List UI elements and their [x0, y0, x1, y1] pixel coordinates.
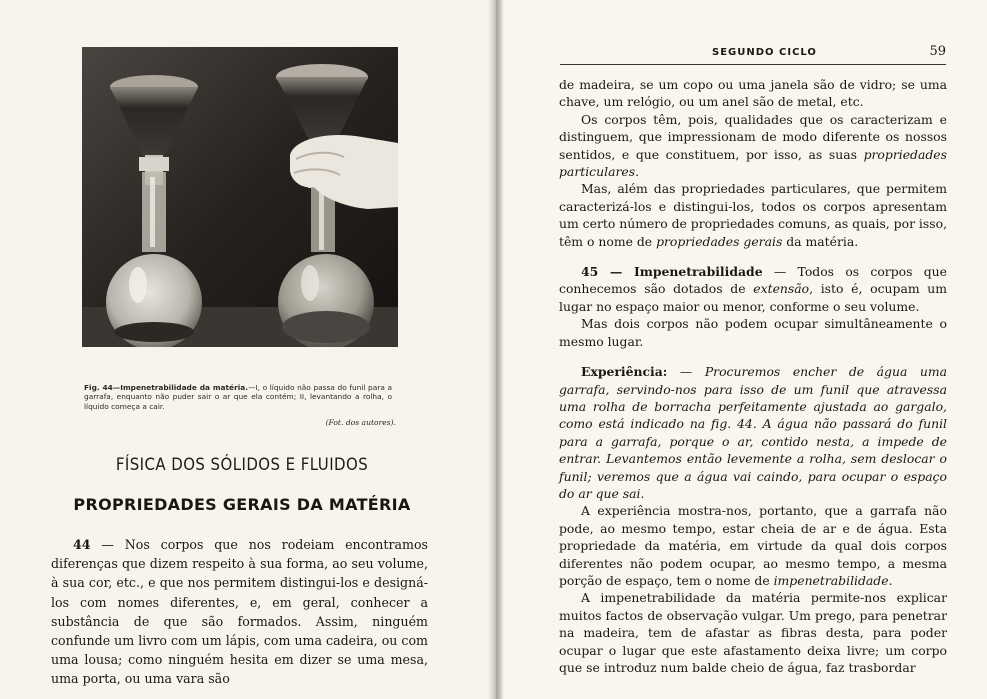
figure-44-photo	[82, 47, 398, 347]
photo-credit: (Fot. dos autores).	[325, 418, 396, 427]
paragraph-text: — Nos corpos que nos rodeiam encontramos diferenças que dizem respeito à sua forma, ao seu volume, à sua cor, etc., e que nos permitem distingui-los e designá-los com nomes diferentes, e, em geral, conhecer a substância de que são formados. Assim, ninguém confunde um livro com um lápis, com uma cadeira, ou com uma lousa; como ninguém hesita em dizer se uma mesa, uma porta, ou uma vara são	[51, 537, 428, 687]
section-title: FÍSICA DOS SÓLIDOS E FLUIDOS	[115, 455, 369, 475]
paragraph-experiment	[559, 363, 947, 502]
text-run: , isto é, ocupam um lugar no espaço maior ou menor, conforme o seu volume.	[559, 281, 947, 314]
paragraph-experiment-conclusion	[559, 502, 947, 589]
figure-caption-text: —I, o líquido não passa do funil para a garrafa, enquanto não puder sair o ar que ela contém; II, levantando a rolha, o líquido começa a cair.	[84, 383, 392, 411]
paragraph-general-properties	[559, 180, 947, 250]
experiment-text: — Procuremos encher de água uma garrafa, servindo-nos para isso de um funil que atravessa uma rolha de borracha perfeitamente ajustada ao gargalo, como está indicado na fig. 44. A água não passará do funil para a garrafa, porque o ar, contido nesta, a impede de entrar. Levantemos então levemente a rolha, sem deslocar o funil; veremos que a água vai caindo, para ocupar o espaço do ar que sai.	[559, 364, 947, 501]
flasks-illustration	[82, 47, 398, 347]
text-run: .	[635, 164, 640, 180]
text-run: da matéria.	[782, 233, 859, 249]
paragraph-continuation: de madeira, se um copo ou uma janela são de vidro; se uma chave, um relógio, ou um anel são de metal, etc.	[559, 77, 947, 110]
left-body-text	[51, 535, 428, 689]
paragraph-particular-properties	[559, 111, 947, 181]
paragraph-number: 44	[73, 537, 91, 552]
paragraph-impenetrability-examples: A impenetrabilidade da matéria permite-nos explicar muitos factos de observação vulgar. Um prego, para penetrar na madeira, tem de afastar as fibras desta, para poder ocupar o lugar que este afastamento deixa livre; um corpo que se introduz num balde cheio de água, faz trasbordar	[559, 590, 947, 675]
paragraph-44	[51, 535, 428, 689]
figure-caption	[84, 383, 392, 411]
emphasis-term: propriedades particulares	[559, 146, 947, 180]
emphasis-term: impenetrabilidade	[773, 572, 889, 588]
text-run: Mas, além das propriedades particulares, que permitem caracterizá-los e distingui-los, todos os corpos apresentam um certo número de propriedades comuns, as quais, por isso, têm o nome de	[559, 181, 948, 249]
running-head	[560, 44, 946, 65]
paragraph-same-place: Mas dois corpos não podem ocupar simultâneamente o mesmo lugar.	[559, 316, 947, 349]
chapter-title: PROPRIEDADES GERAIS DA MATÉRIA	[73, 495, 411, 514]
emphasis-term: extensão	[753, 281, 810, 297]
text-run: Os corpos têm, pois, qualidades que os caracterizam e distinguem, que impressionam de modo diferente os nossos sentidos, e que constituem, por isso, as suas	[559, 111, 947, 162]
figure-caption-label: Fig. 44—Impenetrabilidade da matéria.	[84, 383, 249, 392]
paragraph-number: 45	[581, 264, 599, 280]
emphasis-term: propriedades gerais	[656, 233, 783, 249]
paragraph-45	[559, 263, 947, 315]
page-number: 59	[929, 44, 946, 59]
text-run: A experiência mostra-nos, portanto, que a garrafa não pode, ao mesmo tempo, estar cheia de ar e de água. Esta propriedade da matéria, em virtude da qual dois corpos diferentes não podem ocupar, ao mesmo tempo, a mesma porção de espaço, tem o nome de	[559, 503, 947, 588]
book-gutter	[488, 0, 504, 699]
experiment-label: Experiência:	[581, 364, 668, 380]
running-head-title: SEGUNDO CICLO	[712, 47, 817, 58]
text-run: — Todos os corpos que conhecemos são dotados de	[559, 264, 947, 297]
text-run: .	[888, 572, 893, 588]
paragraph-heading: — Impenetrabilidade	[598, 264, 763, 280]
right-body-text	[559, 76, 947, 676]
